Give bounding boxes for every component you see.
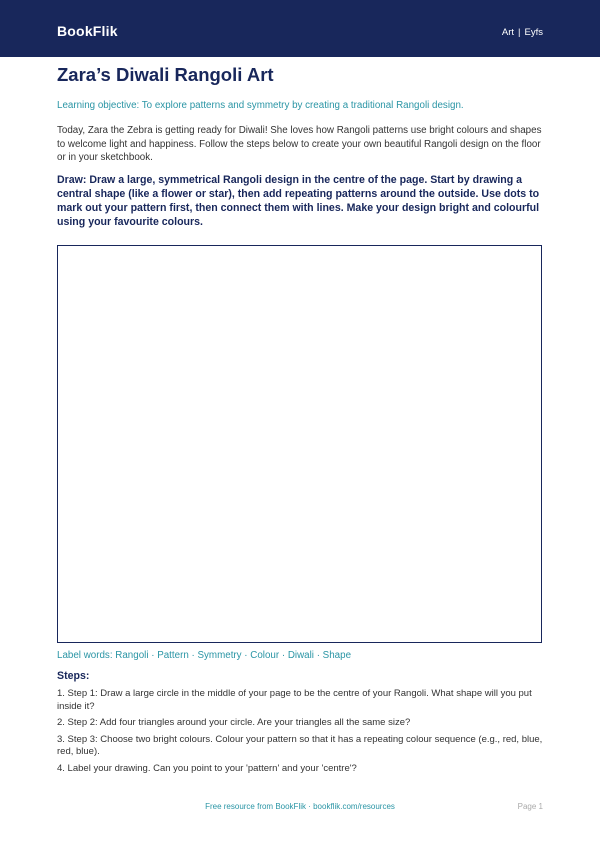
step-item-2: 2. Step 2: Add four triangles around your circle. Are your triangles all the same size? xyxy=(57,717,411,728)
page-title: Zara’s Diwali Rangoli Art xyxy=(57,64,274,85)
step-item-3: 3. Step 3: Choose two bright colours. Colour your pattern so that it has a repeating colour sequence (e.g., red, blue, red, blue). xyxy=(57,733,543,757)
brand-logo[interactable]: BookFlik xyxy=(57,23,118,39)
footer-resource-link[interactable]: Free resource from BookFlik · bookflik.com/resources xyxy=(205,802,395,811)
label-words: Label words: Rangoli · Pattern · Symmetry · Colour · Diwali · Shape xyxy=(57,650,352,661)
breadcrumb-subject[interactable]: Art xyxy=(501,27,515,38)
page-number: Page 1 xyxy=(517,802,543,811)
breadcrumb xyxy=(502,27,543,38)
intro-paragraph: Today, Zara the Zebra is getting ready for Diwali! She loves how Rangoli patterns use bright colours and shapes to welcome light and happiness. Follow the steps below to create your own beautiful Rangoli design on the floor or in your sketchbook. xyxy=(57,125,542,163)
breadcrumb-separator: | xyxy=(518,27,521,38)
step-item-4: 4. Label your drawing. Can you point to your 'pattern' and your 'centre'? xyxy=(57,762,357,774)
breadcrumb-level[interactable]: Eyfs xyxy=(524,27,543,38)
steps-list xyxy=(57,688,543,779)
learning-objective: Learning objective: To explore patterns and symmetry by creating a traditional Rangoli design. xyxy=(57,100,464,111)
step-item-1: 1. Step 1: Draw a large circle in the middle of your page to be the centre of your Rangoli. What shape will you put inside it? xyxy=(57,688,532,712)
draw-instruction: Draw: Draw a large, symmetrical Rangoli design in the centre of the page. Start by drawing a central shape (like a flower or star), then add repeating patterns around the outside. Use dots to mark out your pattern first, then connect them with lines. Make your design bright and colourful using your favourite colours. xyxy=(57,174,540,228)
steps-heading: Steps: xyxy=(57,670,90,682)
header-bar xyxy=(0,0,600,57)
drawing-area[interactable] xyxy=(57,245,542,643)
